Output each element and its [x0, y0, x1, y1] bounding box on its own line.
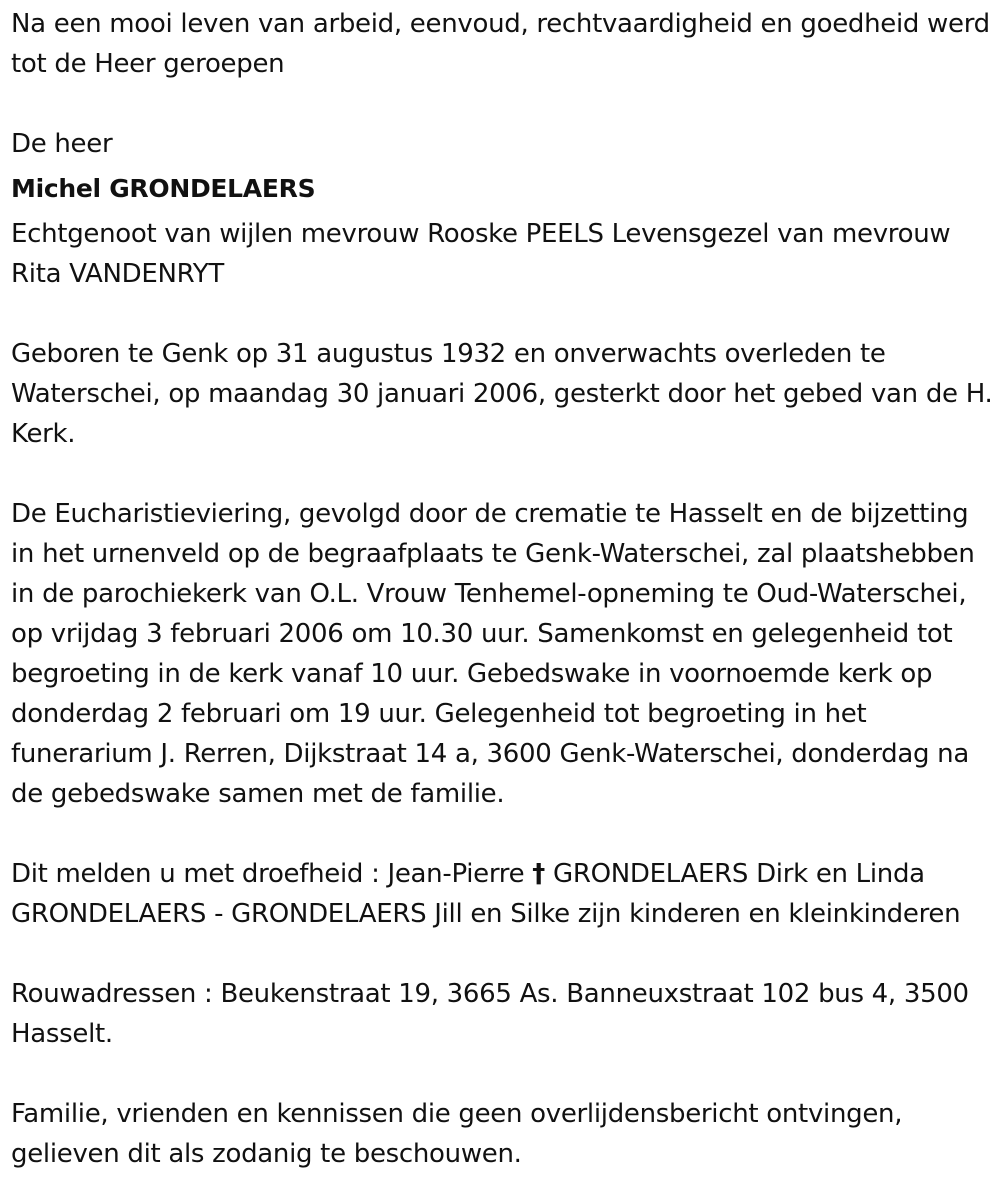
spacer [11, 84, 993, 124]
relation-text: Echtgenoot van wijlen mevrouw Rooske PEELS Levensgezel van mevrouw Rita VANDENRYT [11, 219, 951, 289]
ceremony-text: De Eucharistieviering, gevolgd door de crematie te Hasselt en de bijzetting in het urnenveld op de begraafplaats te Genk-Waterschei, zal plaatshebben in de parochiekerk van O.L. Vrouw Tenhemel-opneming te Oud-Waterschei, op vrijdag 3 februari 2006 om 10.30 uur. Samenkomst en gelegenheid tot begroeting in de kerk vanaf 10 uur. Gebedswake in voornoemde kerk op donderdag 2 februari om 19 uur. Gelegenheid tot begroeting in het funerarium J. Rerren, Dijkstraat 14 a, 3600 Genk-Waterschei, donderdag na de gebedswake samen met de familie. [11, 499, 975, 809]
cross-icon: † [532, 859, 545, 889]
spacer [11, 294, 993, 334]
spacer [11, 814, 993, 854]
spacer [11, 934, 993, 974]
announcement-text [11, 854, 993, 934]
deceased-name: Michel GRONDELAERS [11, 174, 316, 203]
obituary-text [11, 4, 993, 1174]
intro-text: Na een mooi leven van arbeid, eenvoud, rechtvaardigheid en goedheid werd tot de Heer geroepen [11, 9, 990, 79]
birth-death-text: Geboren te Genk op 31 augustus 1932 en onverwachts overleden te Waterschei, op maandag 30 januari 2006, gesterkt door het gebed van de H. Kerk. [11, 339, 993, 449]
announcement-before: Dit melden u met droefheid : Jean-Pierre [11, 859, 525, 889]
addresses-text: Rouwadressen : Beukenstraat 19, 3665 As. Banneuxstraat 102 bus 4, 3500 Hasselt. [11, 979, 969, 1049]
spacer [11, 454, 993, 494]
closing-text: Familie, vrienden en kennissen die geen overlijdensbericht ontvingen, gelieven dit als zodanig te beschouwen. [11, 1099, 903, 1169]
salutation: De heer [11, 129, 113, 159]
announcement-after: GRONDELAERS Dirk en Linda GRONDELAERS - GRONDELAERS Jill en Silke zijn kinderen en kleinkinderen [11, 859, 961, 929]
spacer [11, 1054, 993, 1094]
